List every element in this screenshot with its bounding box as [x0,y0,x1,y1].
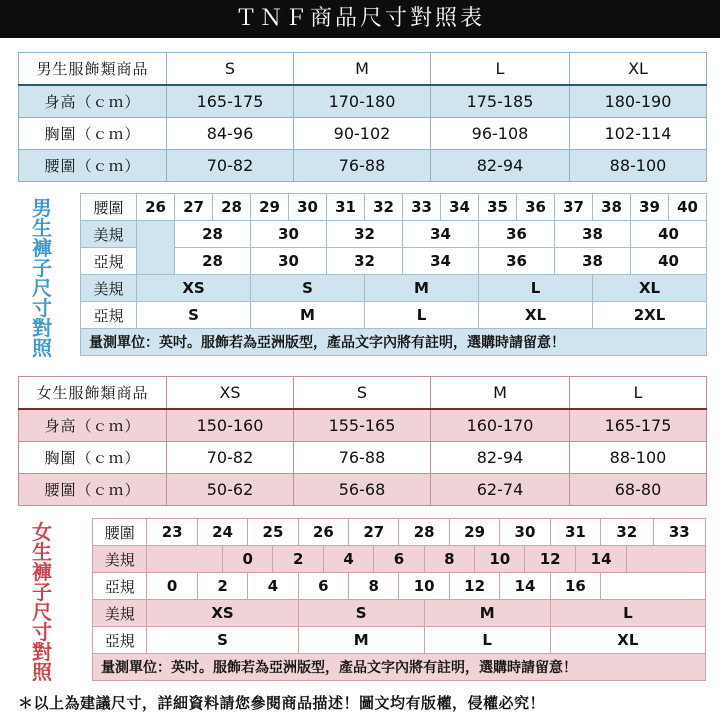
men-pants-asia-size-row [81,302,707,329]
side-char: 尺 [32,600,52,624]
asia-cell: 4 [248,573,298,600]
row-label: 美規 [93,546,147,573]
table-cell: 160-170 [431,409,570,442]
asia-cell: 14 [500,573,550,600]
women-pants-asia-row [93,573,706,600]
side-char: 女 [32,520,52,544]
men-pants-asia-row [81,248,707,275]
row-label: 亞規 [81,302,137,329]
women-pants-us-row [93,546,706,573]
waist-cell: 38 [593,194,631,221]
table-cell: 62-74 [431,474,570,506]
us-size-cell: XS [147,600,298,627]
asia-cell: 38 [555,248,631,275]
row-label: 亞規 [93,627,147,654]
us-size-cell: S [298,600,424,627]
waist-cell: 26 [137,194,175,221]
table-cell: 56-68 [294,474,431,506]
waist-cell: 30 [289,194,327,221]
us-cell: 6 [374,546,424,573]
table-cell: 76-88 [294,442,431,474]
asia-size-cell: L [424,627,550,654]
size-header: L [431,53,570,86]
side-char: 尺 [32,276,52,300]
us-size-cell: L [550,600,705,627]
table-cell: 88-100 [570,150,707,182]
size-header: M [431,377,570,410]
asia-size-cell: XL [550,627,705,654]
men-waist-row [19,150,707,182]
us-cell: 2 [273,546,323,573]
asia-cell: 10 [399,573,449,600]
asia-cell: 28 [175,248,251,275]
men-clothing-table [18,52,707,182]
us-cell: 40 [631,221,707,248]
table-cell: 82-94 [431,442,570,474]
women-pants-waist-row [93,519,706,546]
table-cell: 70-82 [167,442,294,474]
page-title: ＴＮＦ商品尺寸對照表 [0,0,720,38]
waist-cell: 40 [669,194,707,221]
row-label: 身高（ｃｍ） [19,85,167,118]
side-char: 對 [32,316,52,340]
size-header: M [294,53,431,86]
table-cell: 96-108 [431,118,570,150]
waist-cell: 23 [147,519,197,546]
us-size-cell: L [479,275,593,302]
size-header: XS [167,377,294,410]
asia-cell: 0 [147,573,197,600]
asia-cell: 8 [349,573,399,600]
table-cell: 76-88 [294,150,431,182]
waist-cell: 29 [251,194,289,221]
us-cell: 32 [327,221,403,248]
table-cell: 175-185 [431,85,570,118]
asia-size-cell: M [298,627,424,654]
men-clothing-header-row [19,53,707,86]
women-clothing-category-label: 女生服飾類商品 [19,377,167,410]
waist-cell: 28 [213,194,251,221]
asia-cell: 36 [479,248,555,275]
waist-cell: 32 [601,519,653,546]
asia-cell: 30 [251,248,327,275]
side-char: 寸 [32,620,52,644]
side-char: 生 [32,216,52,240]
side-char: 照 [32,336,52,360]
side-char: 褲 [32,236,52,260]
table-cell: 82-94 [431,150,570,182]
table-cell: 102-114 [570,118,707,150]
women-pants-table [92,518,706,681]
women-waist-row [19,474,707,506]
table-cell: 90-102 [294,118,431,150]
table-cell: 50-62 [167,474,294,506]
us-cell: 30 [251,221,327,248]
row-label: 美規 [81,275,137,302]
size-header: S [294,377,431,410]
us-size-cell: M [365,275,479,302]
asia-cell: 34 [403,248,479,275]
waist-cell: 39 [631,194,669,221]
table-cell: 165-175 [570,409,707,442]
us-size-cell: M [424,600,550,627]
women-clothing-header-row [19,377,707,410]
row-label: 美規 [93,600,147,627]
row-label: 胸圍（ｃｍ） [19,118,167,150]
waist-cell: 32 [365,194,403,221]
asia-size-cell: S [137,302,251,329]
waist-cell: 31 [327,194,365,221]
waist-cell: 26 [298,519,348,546]
asia-cell: 2 [197,573,247,600]
men-chest-row [19,118,707,150]
women-pants-asia-size-row [93,627,706,654]
women-chest-row [19,442,707,474]
table-cell: 155-165 [294,409,431,442]
us-cell: 36 [479,221,555,248]
asia-cell: 40 [631,248,707,275]
us-cell: 14 [575,546,626,573]
side-char: 子 [32,580,52,604]
us-cell: 4 [323,546,373,573]
waist-cell: 34 [441,194,479,221]
asia-size-cell: S [147,627,298,654]
us-size-cell: XS [137,275,251,302]
side-char: 子 [32,256,52,280]
men-clothing-category-label: 男生服飾類商品 [19,53,167,86]
us-cell: 10 [475,546,525,573]
size-header: S [167,53,294,86]
asia-size-cell: L [365,302,479,329]
waist-cell: 35 [479,194,517,221]
us-cell: 0 [223,546,273,573]
row-label: 亞規 [93,573,147,600]
table-cell: 68-80 [570,474,707,506]
us-cell: 12 [525,546,575,573]
men-pants-table [80,193,707,356]
side-char: 生 [32,540,52,564]
asia-cell: 32 [327,248,403,275]
side-char: 對 [32,640,52,664]
asia-cell: 12 [449,573,499,600]
waist-cell: 31 [550,519,600,546]
men-pants-note-row [81,329,707,356]
asia-cell: 6 [298,573,348,600]
women-clothing-table [18,376,707,506]
empty-cell [137,221,175,275]
row-label: 身高（ｃｍ） [19,409,167,442]
empty-cell [627,546,706,573]
side-char: 照 [32,660,52,684]
men-pants-side-label [22,193,62,363]
waist-cell: 28 [399,519,449,546]
side-char: 褲 [32,560,52,584]
table-cell: 84-96 [167,118,294,150]
empty-cell [601,573,706,600]
row-label: 胸圍（ｃｍ） [19,442,167,474]
copyright-footer: ＊以上為建議尺寸，詳細資料請您參閱商品描述！圖文均有版權，侵權必究！ [18,694,546,712]
waist-cell: 24 [197,519,247,546]
women-pants-side-label [22,518,62,686]
us-cell: 8 [424,546,474,573]
us-cell: 38 [555,221,631,248]
men-pants-us-row [81,221,707,248]
row-label: 腰圍 [93,519,147,546]
waist-cell: 30 [500,519,550,546]
asia-size-cell: 2XL [593,302,707,329]
waist-cell: 36 [517,194,555,221]
waist-cell: 27 [175,194,213,221]
waist-cell: 37 [555,194,593,221]
us-size-cell: XL [593,275,707,302]
waist-cell: 33 [403,194,441,221]
women-pants-us-size-row [93,600,706,627]
women-height-row [19,409,707,442]
side-char: 男 [32,196,52,220]
asia-size-cell: M [251,302,365,329]
row-label: 腰圍（ｃｍ） [19,474,167,506]
men-pants-waist-row [81,194,707,221]
table-cell: 180-190 [570,85,707,118]
women-pants-note-row [93,654,706,681]
table-cell: 165-175 [167,85,294,118]
waist-cell: 33 [653,519,706,546]
asia-cell: 16 [550,573,600,600]
measurement-note: 量測單位：英吋。服飾若為亞洲版型，產品文字內將有註明，選購時請留意！ [93,654,706,681]
empty-cell [147,546,223,573]
us-size-cell: S [251,275,365,302]
asia-size-cell: XL [479,302,593,329]
table-cell: 170-180 [294,85,431,118]
size-header: XL [570,53,707,86]
waist-cell: 25 [248,519,298,546]
us-cell: 28 [175,221,251,248]
row-label: 亞規 [81,248,137,275]
row-label: 美規 [81,221,137,248]
table-cell: 70-82 [167,150,294,182]
us-cell: 34 [403,221,479,248]
waist-cell: 27 [349,519,399,546]
measurement-note: 量測單位：英吋。服飾若為亞洲版型，產品文字內將有註明，選購時請留意！ [81,329,707,356]
side-char: 寸 [32,296,52,320]
waist-cell: 29 [449,519,499,546]
men-pants-us-size-row [81,275,707,302]
table-cell: 88-100 [570,442,707,474]
row-label: 腰圍 [81,194,137,221]
row-label: 腰圍（ｃｍ） [19,150,167,182]
size-header: L [570,377,707,410]
table-cell: 150-160 [167,409,294,442]
men-height-row [19,85,707,118]
